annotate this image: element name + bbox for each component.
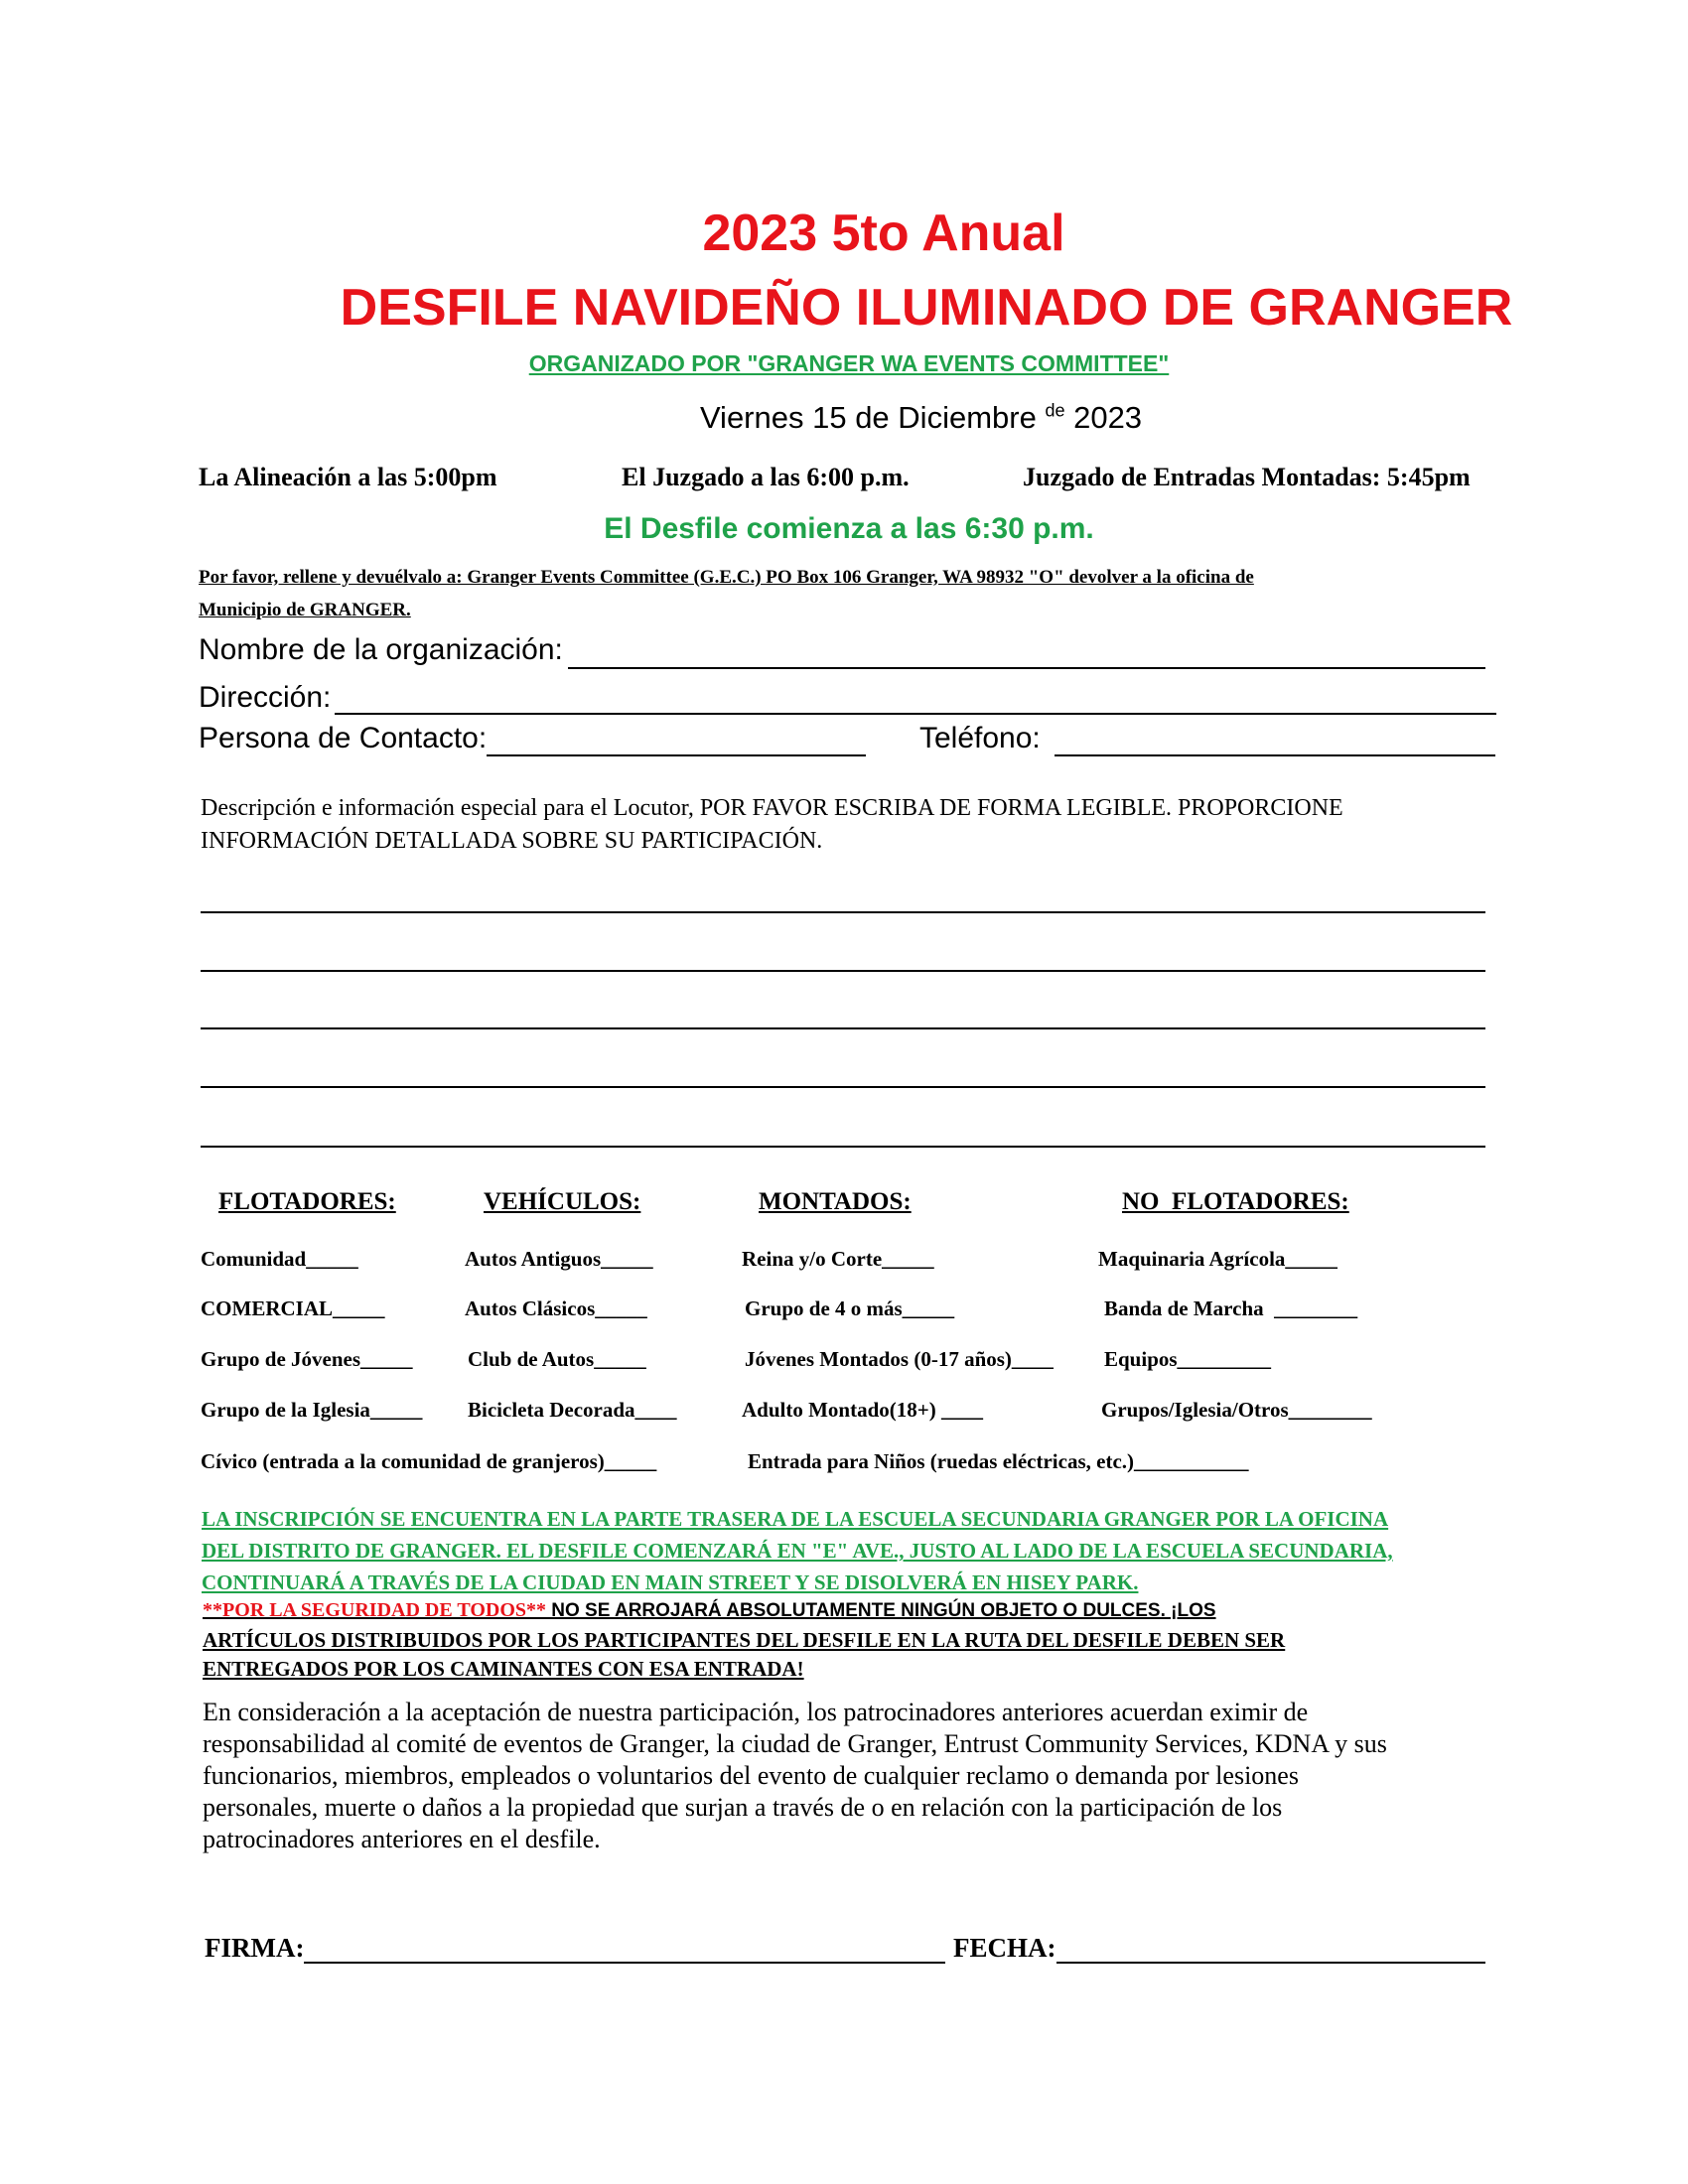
judging-time: El Juzgado a las 6:00 p.m. — [622, 463, 910, 491]
notice-line3: CONTINUARÁ A TRAVÉS DE LA CIUDAD EN MAIN STREET Y SE DISOLVERÁ EN HISEY PARK. — [202, 1570, 1139, 1594]
page-title: DESFILE NAVIDEÑO ILUMINADO DE GRANGER — [340, 279, 1513, 337]
parade-start-time: El Desfile comienza a las 6:30 p.m. — [604, 512, 1094, 545]
address-label: Dirección: — [199, 681, 332, 714]
address-input-line[interactable] — [335, 713, 1496, 715]
description-line1: Descripción e información especial para el Locutor, POR FAVOR ESCRIBA DE FORMA LEGIBLE. PROPORCIONE — [201, 795, 1343, 821]
event-date-superscript: de — [1045, 400, 1065, 421]
description-input-line-4[interactable] — [201, 1086, 1485, 1088]
event-date — [0, 400, 1688, 436]
return-instructions-line1: Por favor, rellene y devuélvalo a: Granger Events Committee (G.E.C.) PO Box 106 Granger, WA 98932 "O" devolver a la oficina de — [199, 567, 1254, 588]
vehicles-item-car-club[interactable]: Club de Autos_____ — [468, 1347, 646, 1371]
description-input-line-2[interactable] — [201, 970, 1485, 972]
organization-label: Nombre de la organización: — [199, 633, 563, 666]
return-instructions-line2: Municipio de GRANGER. — [199, 600, 411, 620]
waiver-line3: funcionarios, miembros, empleados o voluntarios del evento de cualquier reclamo o demanda por lesiones — [203, 1761, 1299, 1790]
description-input-line-3[interactable] — [201, 1027, 1485, 1029]
vehicles-item-decorated-bike[interactable]: Bicicleta Decorada____ — [468, 1398, 677, 1422]
date-label: FECHA: — [953, 1933, 1056, 1963]
organization-input-line[interactable] — [568, 667, 1485, 669]
non-floats-item-teams[interactable]: Equipos_________ — [1104, 1347, 1272, 1371]
waiver-line2: responsabilidad al comité de eventos de Granger, la ciudad de Granger, Entrust Community Services, KDNA y sus — [203, 1729, 1387, 1758]
organizer-line: ORGANIZADO POR "GRANGER WA EVENTS COMMITTEE" — [528, 350, 1170, 376]
mounted-judging-time: Juzgado de Entradas Montadas: 5:45pm — [1023, 463, 1471, 491]
kids-entry[interactable]: Entrada para Niños (ruedas eléctricas, etc.)___________ — [748, 1449, 1249, 1473]
floats-item-church-group[interactable]: Grupo de la Iglesia_____ — [201, 1398, 423, 1422]
event-date-prefix: Viernes 15 de Diciembre — [699, 400, 1046, 435]
floats-heading: FLOTADORES: — [218, 1188, 396, 1215]
non-floats-item-farm-machinery[interactable]: Maquinaria Agrícola_____ — [1098, 1247, 1337, 1271]
signature-label: FIRMA: — [205, 1933, 305, 1963]
safety-emphasis: *POR LA SEGURIDAD DE TODOS** — [212, 1599, 546, 1621]
safety-line1 — [203, 1599, 1216, 1622]
floats-item-youth-group[interactable]: Grupo de Jóvenes_____ — [201, 1347, 413, 1371]
vehicles-item-classic-cars[interactable]: Autos Clásicos_____ — [465, 1297, 647, 1320]
signature-input-line[interactable] — [304, 1962, 945, 1964]
phone-label: Teléfono: — [919, 722, 1041, 754]
waiver-line5: patrocinadores anteriores en el desfile. — [203, 1825, 601, 1853]
non-floats-item-marching-band[interactable]: Banda de Marcha ________ — [1104, 1297, 1358, 1320]
safety-prefix: * — [203, 1599, 212, 1621]
waiver-line4: personales, muerte o daños a la propiedad que surjan a través de o en relación con la participación de los — [203, 1793, 1283, 1822]
waiver-line1: En consideración a la aceptación de nuestra participación, los patrocinadores anteriores acuerdan eximir de — [203, 1698, 1309, 1726]
mounted-heading: MONTADOS: — [759, 1188, 912, 1215]
date-input-line[interactable] — [1056, 1962, 1485, 1964]
civic-entry[interactable]: Cívico (entrada a la comunidad de granjeros)_____ — [201, 1449, 657, 1473]
description-input-line-5[interactable] — [201, 1146, 1485, 1148]
mounted-item-group-of-four[interactable]: Grupo de 4 o más_____ — [745, 1297, 955, 1320]
contact-label: Persona de Contacto: — [199, 722, 488, 754]
year-line: 2023 5to Anual — [702, 205, 1065, 262]
notice-line1: LA INSCRIPCIÓN SE ENCUENTRA EN LA PARTE TRASERA DE LA ESCUELA SECUNDARIA GRANGER POR LA OFICINA — [202, 1507, 1389, 1531]
safety-line3: ENTREGADOS POR LOS CAMINANTES CON ESA ENTRADA! — [203, 1657, 804, 1681]
floats-item-commercial[interactable]: COMERCIAL_____ — [201, 1297, 385, 1320]
lineup-time: La Alineación a las 5:00pm — [199, 463, 497, 491]
vehicles-item-antique-cars[interactable]: Autos Antiguos_____ — [465, 1247, 653, 1271]
description-input-line-1[interactable] — [201, 911, 1485, 913]
phone-input-line[interactable] — [1055, 754, 1495, 756]
non-floats-heading: NO FLOTADORES: — [1122, 1188, 1349, 1215]
non-floats-item-groups-church-other[interactable]: Grupos/Iglesia/Otros________ — [1101, 1398, 1372, 1422]
contact-input-line[interactable] — [487, 754, 866, 756]
mounted-item-queen-court[interactable]: Reina y/o Corte_____ — [742, 1247, 934, 1271]
safety-line1-rest: NO SE ARROJARÁ ABSOLUTAMENTE NINGÚN OBJETO O DULCES. ¡LOS — [546, 1600, 1216, 1621]
event-date-year: 2023 — [1064, 400, 1143, 435]
mounted-item-adult-mounted[interactable]: Adulto Montado(18+) ____ — [742, 1398, 983, 1422]
description-line2: INFORMACIÓN DETALLADA SOBRE SU PARTICIPACIÓN. — [201, 828, 823, 854]
vehicles-heading: VEHÍCULOS: — [484, 1188, 641, 1215]
mounted-item-youth-mounted[interactable]: Jóvenes Montados (0-17 años)____ — [745, 1347, 1054, 1371]
floats-item-community[interactable]: Comunidad_____ — [201, 1247, 358, 1271]
notice-line2: DEL DISTRITO DE GRANGER. EL DESFILE COMENZARÁ EN "E" AVE., JUSTO AL LADO DE LA ESCUELA SECUNDARIA, — [202, 1539, 1393, 1563]
safety-line2: ARTÍCULOS DISTRIBUIDOS POR LOS PARTICIPANTES DEL DESFILE EN LA RUTA DEL DESFILE DEBEN SER — [203, 1628, 1286, 1652]
